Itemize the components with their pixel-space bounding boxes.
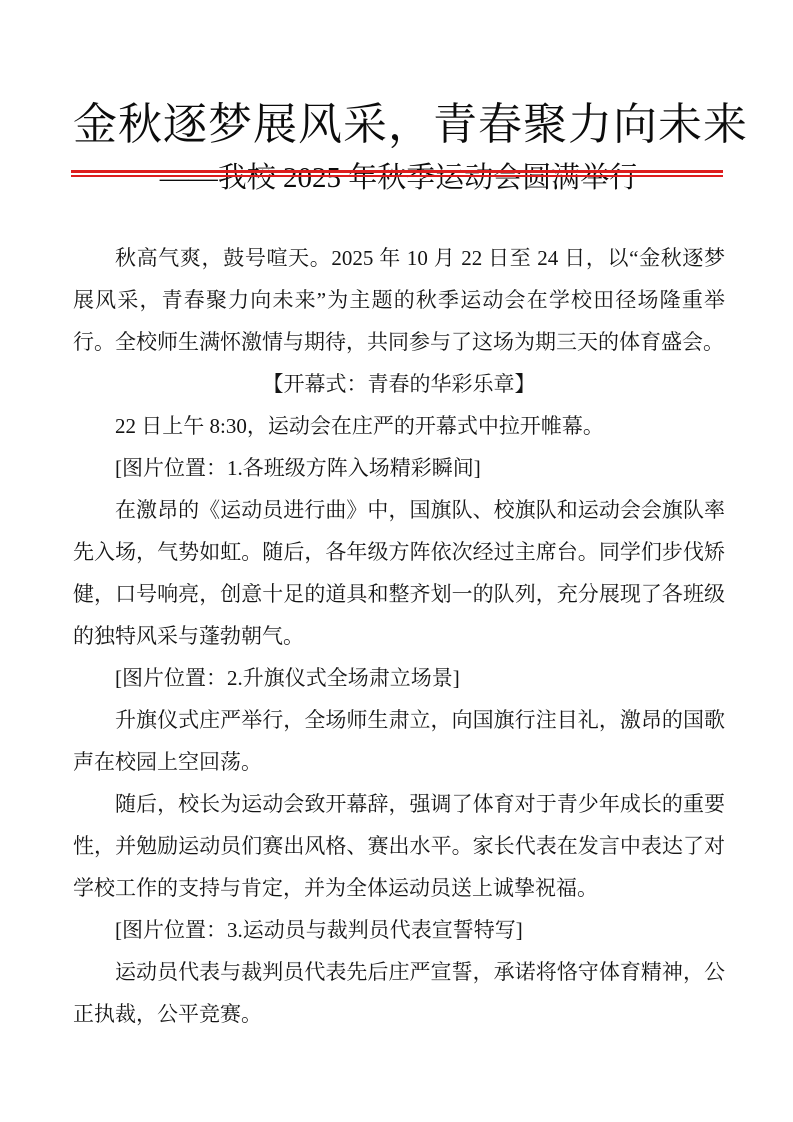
paragraph-oath: 运动员代表与裁判员代表先后庄严宣誓，承诺将恪守体育精神，公正执裁，公平竞赛。 bbox=[73, 960, 725, 1026]
paragraph-intro: 秋高气爽，鼓号喧天。2025 年 10 月 22 日至 24 日，以“金秋逐梦展风采，青春聚力向未来”为主题的秋季运动会在学校田径场隆重举行。全校师生满怀激情与期待，共同参与了这场为期三天的体育盛会。 bbox=[73, 246, 725, 354]
image-placeholder-3: [图片位置：3.运动员与裁判员代表宣誓特写] bbox=[115, 918, 523, 942]
image-placeholder-2: [图片位置：2.升旗仪式全场肃立场景] bbox=[115, 666, 460, 690]
paragraph-speeches: 随后，校长为运动会致开幕辞，强调了体育对于青少年成长的重要性，并勉励运动员们赛出风格、赛出水平。家长代表在发言中表达了对学校工作的支持与肯定，并为全体运动员送上诚挚祝福。 bbox=[73, 792, 725, 900]
image-placeholder-1: [图片位置：1.各班级方阵入场精彩瞬间] bbox=[115, 456, 481, 480]
document-content bbox=[73, 0, 748, 1035]
subtitle-block bbox=[73, 156, 725, 200]
document-body bbox=[73, 237, 725, 1035]
paragraph-flag-raising: 升旗仪式庄严举行，全场师生肃立，向国旗行注目礼，激昂的国歌声在校园上空回荡。 bbox=[73, 708, 725, 774]
section-heading-opening-ceremony: 【开幕式：青春的华彩乐章】 bbox=[262, 372, 536, 396]
document-title: 金秋逐梦展风采，青春聚力向未来 bbox=[73, 100, 748, 149]
paragraph-opening-time: 22 日上午 8:30，运动会在庄严的开幕式中拉开帷幕。 bbox=[115, 414, 604, 438]
paragraph-parade: 在激昂的《运动员进行曲》中，国旗队、校旗队和运动会会旗队率先入场，气势如虹。随后，各年级方阵依次经过主席台。同学们步伐矫健，口号响亮，创意十足的道具和整齐划一的队列，充分展现了各班级的独特风采与蓬勃朝气。 bbox=[73, 498, 725, 648]
document-subtitle: ——我校 2025 年秋季运动会圆满举行 bbox=[159, 162, 639, 194]
